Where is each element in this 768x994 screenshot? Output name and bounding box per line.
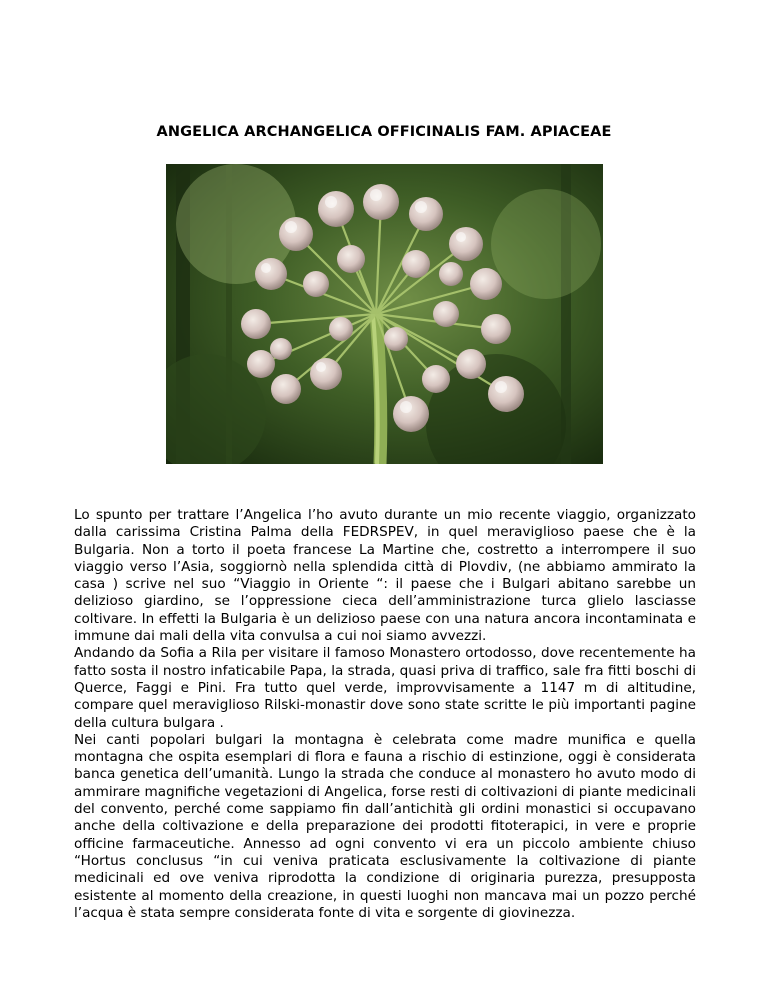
angelica-photo [166,164,603,464]
body-text [74,507,696,922]
document-title: ANGELICA ARCHANGELICA OFFICINALIS FAM. APIACEAE [156,124,612,140]
paragraph-rila: Andando da Sofia a Rila per visitare il famoso Monastero ortodosso, dove recentemente ha fatto sosta il nostro infaticabile Papa, la strada, quasi priva di traffico, sale fra fitti boschi di Querce, Faggi e Pini. Fra tutto quel verde, improvvisamente a 1147 m di altitudine, compare quel meraviglioso Rilski-monastir dove sono state scritte le più importanti pagine della cultura bulgara . [74,645,696,731]
paragraph-monastery: Nei canti popolari bulgari la montagna è celebrata come madre munifica e quella montagna che ospita esemplari di flora e fauna a rischio di estinzione, oggi è considerata banca genetica dell’umanità. Lungo la strada che conduce al monastero ho avuto modo di ammirare magnifiche vegetazioni di Angelica, forse resti di coltivazioni di piante medicinali del convento, perché come sappiamo fin dall’antichità gli ordini monastici si occupavano anche della coltivazione e della preparazione dei prodotti fitoterapici, in vere e proprie officine farmaceutiche. Annesso ad ogni convento vi era un piccolo ambiente chiuso “Hortus conclusus “in cui veniva praticata esclusivamente la coltivazione di piante medicinali ed ove veniva riprodotta la condizione di originaria purezza, presupposta esistente al momento della creazione, in questi luoghi non mancava mai un pozzo perché l’acqua è stata sempre considerata fonte di vita e sorgente di giovinezza. [74,731,696,921]
paragraph-intro: Lo spunto per trattare l’Angelica l’ho avuto durante un mio recente viaggio, organizzato dalla carissima Cristina Palma della FEDRSPEV, in quel meraviglioso paese che è la Bulgaria. Non a torto il poeta francese La Martine che, costretto a interrompere il suo viaggio verso l’Asia, soggiornò nella splendida città di Plovdiv, (ne abbiamo ammirato la casa ) scrive nel suo “Viaggio in Oriente “: il paese che i Bulgari abitano sarebbe un delizioso giardino, se l’oppressione cieca dell’amministrazione turca glielo lasciasse coltivare. In effetti la Bulgaria è un delizioso paese con una natura ancora incontaminata e immune dai mali della vita convulsa a cui noi siamo avvezzi. [74,507,696,645]
angelica-flower-image [166,164,603,464]
